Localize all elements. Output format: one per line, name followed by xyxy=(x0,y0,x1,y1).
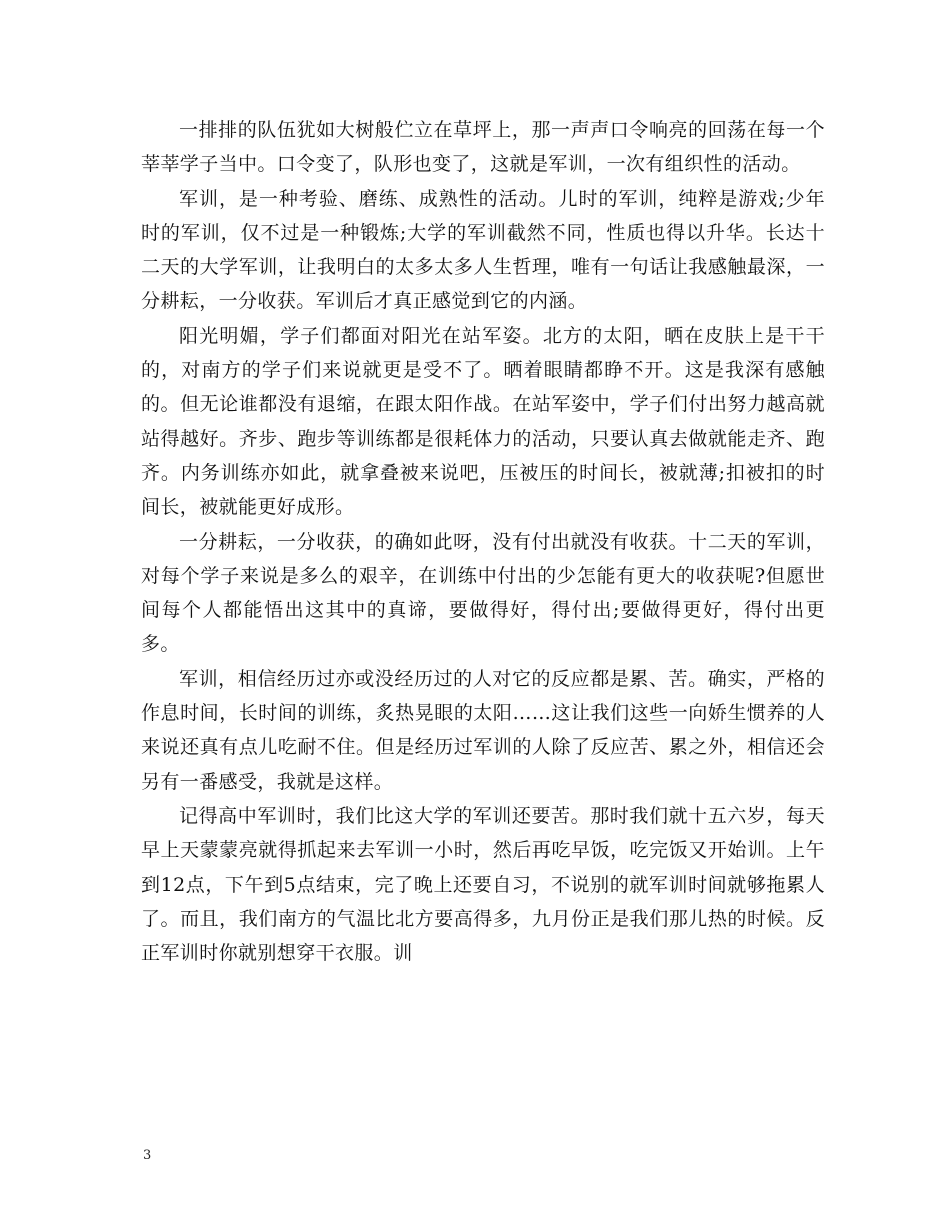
paragraph-6: 记得高中军训时，我们比这大学的军训还要苦。那时我们就十五六岁，每天早上天蒙蒙亮就得抓起来去军训一小时，然后再吃早饭，吃完饭又开始训。上午到12点，下午到5点结束，完了晚上还要自习，不说别的就军训时间就够拖累人了。而且，我们南方的气温比北方要高得多，九月份正是我们那儿热的时候。反正军训时你就别想穿干衣服。训 xyxy=(141,804,825,965)
paragraph-1: 一排排的队伍犹如大树般伫立在草坪上，那一声声口令响亮的回荡在每一个莘莘学子当中。口令变了，队形也变了，这就是军训，一次有组织性的活动。 xyxy=(141,119,825,176)
paragraph-2: 军训，是一种考验、磨练、成熟性的活动。儿时的军训，纯粹是游戏;少年时的军训，仅不过是一种锻炼;大学的军训截然不同，性质也得以升华。长达十二天的大学军训，让我明白的太多太多人生哲理，唯有一句话让我感触最深，一分耕耘，一分收获。军训后才真正感觉到它的内涵。 xyxy=(141,187,825,313)
paragraph-5: 军训，相信经历过亦或没经历过的人对它的反应都是累、苦。确实，严格的作息时间，长时间的训练，炙热晃眼的太阳……这让我们这些一向娇生惯养的人来说还真有点儿吃耐不住。但是经历过军训的人除了反应苦、累之外，相信还会另有一番感受，我就是这样。 xyxy=(141,667,825,793)
paragraph-3: 阳光明媚，学子们都面对阳光在站军姿。北方的太阳，晒在皮肤上是干干的，对南方的学子们来说就更是受不了。晒着眼睛都睁不开。这是我深有感触的。但无论谁都没有退缩，在跟太阳作战。在站军姿中，学子们付出努力越高就站得越好。齐步、跑步等训练都是很耗体力的活动，只要认真去做就能走齐、跑齐。内务训练亦如此，就拿叠被来说吧，压被压的时间长，被就薄;扣被扣的时间长，被就能更好成形。 xyxy=(141,324,825,519)
paragraph-4: 一分耕耘，一分收获，的确如此呀，没有付出就没有收获。十二天的军训，对每个学子来说是多么的艰辛，在训练中付出的少怎能有更大的收获呢?但愿世间每个人都能悟出这其中的真谛，要做得好，得付出;要做得更好，得付出更多。 xyxy=(141,530,825,656)
body-text xyxy=(141,113,825,970)
page-number: 3 xyxy=(143,1148,152,1163)
